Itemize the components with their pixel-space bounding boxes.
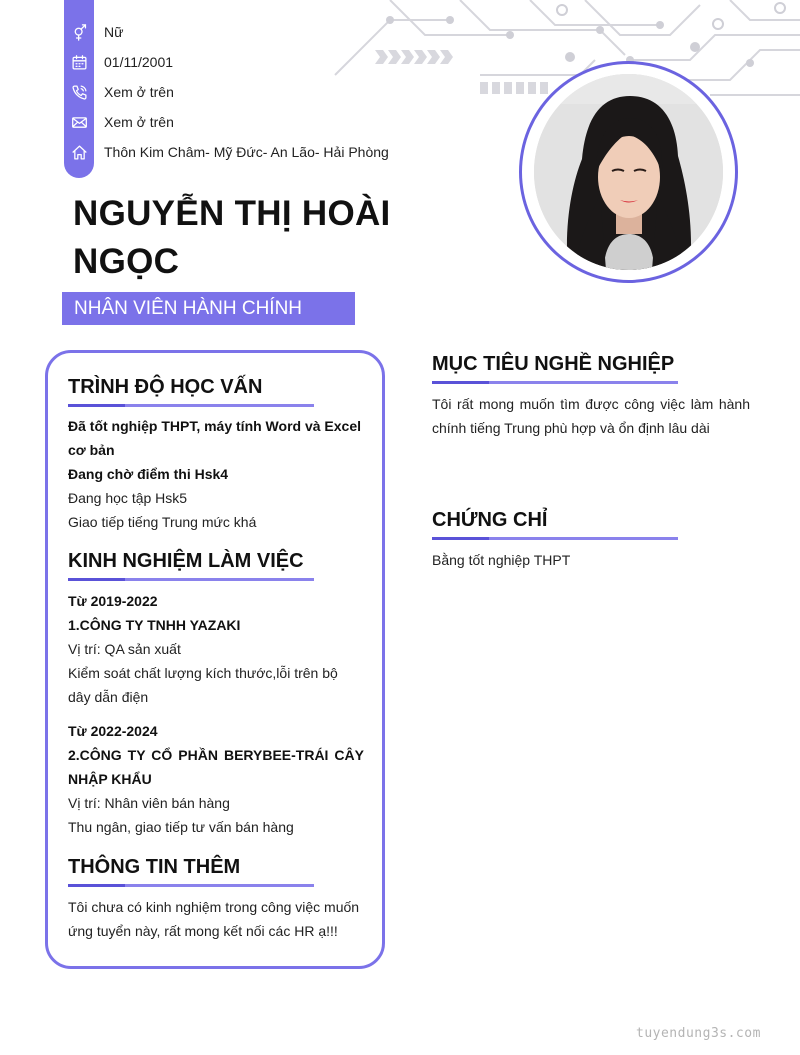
job-description: Kiểm soát chất lượng kích thước,lỗi trên bộ dây dẫn điện (68, 665, 338, 705)
watermark: tuyendung3s.com (636, 1026, 761, 1041)
job-position: Vị trí: Nhân viên bán hàng (68, 795, 230, 811)
additional-info-title: THÔNG TIN THÊM (68, 856, 241, 878)
phone-icon (64, 77, 94, 107)
education-line: Đang học tập Hsk5 (68, 490, 188, 506)
experience-title: KINH NGHIỆM LÀM VIỆC (68, 550, 304, 572)
gender-icon (64, 17, 94, 47)
contact-birthday-text: 01/11/2001 (104, 54, 174, 70)
candidate-name-line1: NGUYỄN THỊ HOÀI (73, 194, 391, 233)
candidate-name (73, 190, 453, 286)
education-line: Đã tốt nghiệp THPT, máy tính Word và Excel cơ bản (68, 418, 362, 458)
contact-phone (64, 77, 389, 107)
certificates-section (432, 509, 750, 572)
contact-gender-text: Nữ (104, 24, 124, 40)
certificates-divider (432, 537, 678, 540)
job-title: NHÂN VIÊN HÀNH CHÍNH (62, 292, 355, 325)
experience-section (68, 550, 364, 839)
additional-info-text: Tôi chưa có kinh nghiệm trong công việc muốn ứng tuyển này, rất mong kết nối các HR ạ!!! (68, 899, 360, 939)
contact-list (64, 17, 389, 167)
additional-info-divider (68, 884, 314, 887)
certificates-title: CHỨNG CHỈ (432, 509, 548, 531)
experience-job (68, 589, 364, 709)
job-company: 1.CÔNG TY TNHH YAZAKI (68, 617, 241, 633)
education-section (68, 376, 364, 534)
objective-title: MỤC TIÊU NGHỀ NGHIỆP (432, 353, 675, 375)
email-icon (64, 107, 94, 137)
education-title: TRÌNH ĐỘ HỌC VẤN (68, 376, 263, 398)
contact-phone-text: Xem ở trên (104, 84, 174, 100)
experience-job (68, 719, 364, 839)
contact-address (64, 137, 389, 167)
objective-section (432, 353, 750, 440)
contact-email-text: Xem ở trên (104, 114, 174, 130)
experience-divider (68, 578, 314, 581)
education-line: Giao tiếp tiếng Trung mức khá (68, 514, 257, 530)
job-description: Thu ngân, giao tiếp tư vấn bán hàng (68, 819, 294, 835)
job-company: 2.CÔNG TY CỔ PHẦN BERYBEE-TRÁI CÂY NHẬP KHẨU (68, 747, 364, 787)
contact-email (64, 107, 389, 137)
profile-photo (534, 74, 723, 270)
calendar-icon (64, 47, 94, 77)
education-line: Đang chờ điểm thi Hsk4 (68, 466, 229, 482)
job-period: Từ 2022-2024 (68, 723, 158, 739)
education-divider (68, 404, 314, 407)
contact-address-text: Thôn Kim Châm- Mỹ Đức- An Lão- Hải Phòng (104, 144, 389, 160)
home-icon (64, 137, 94, 167)
candidate-name-line2: NGỌC (73, 242, 180, 281)
job-period: Từ 2019-2022 (68, 593, 158, 609)
additional-info-section (68, 856, 364, 943)
profile-photo-frame (519, 61, 738, 283)
job-position: Vị trí: QA sản xuất (68, 641, 181, 657)
contact-birthday (64, 47, 389, 77)
certificates-text: Bằng tốt nghiệp THPT (432, 552, 571, 568)
profile-photo-image (534, 74, 723, 270)
objective-divider (432, 381, 678, 384)
contact-gender (64, 17, 389, 47)
objective-text: Tôi rất mong muốn tìm được công việc làm hành chính tiếng Trung phù hợp và ổn định lâu dài (432, 396, 750, 436)
